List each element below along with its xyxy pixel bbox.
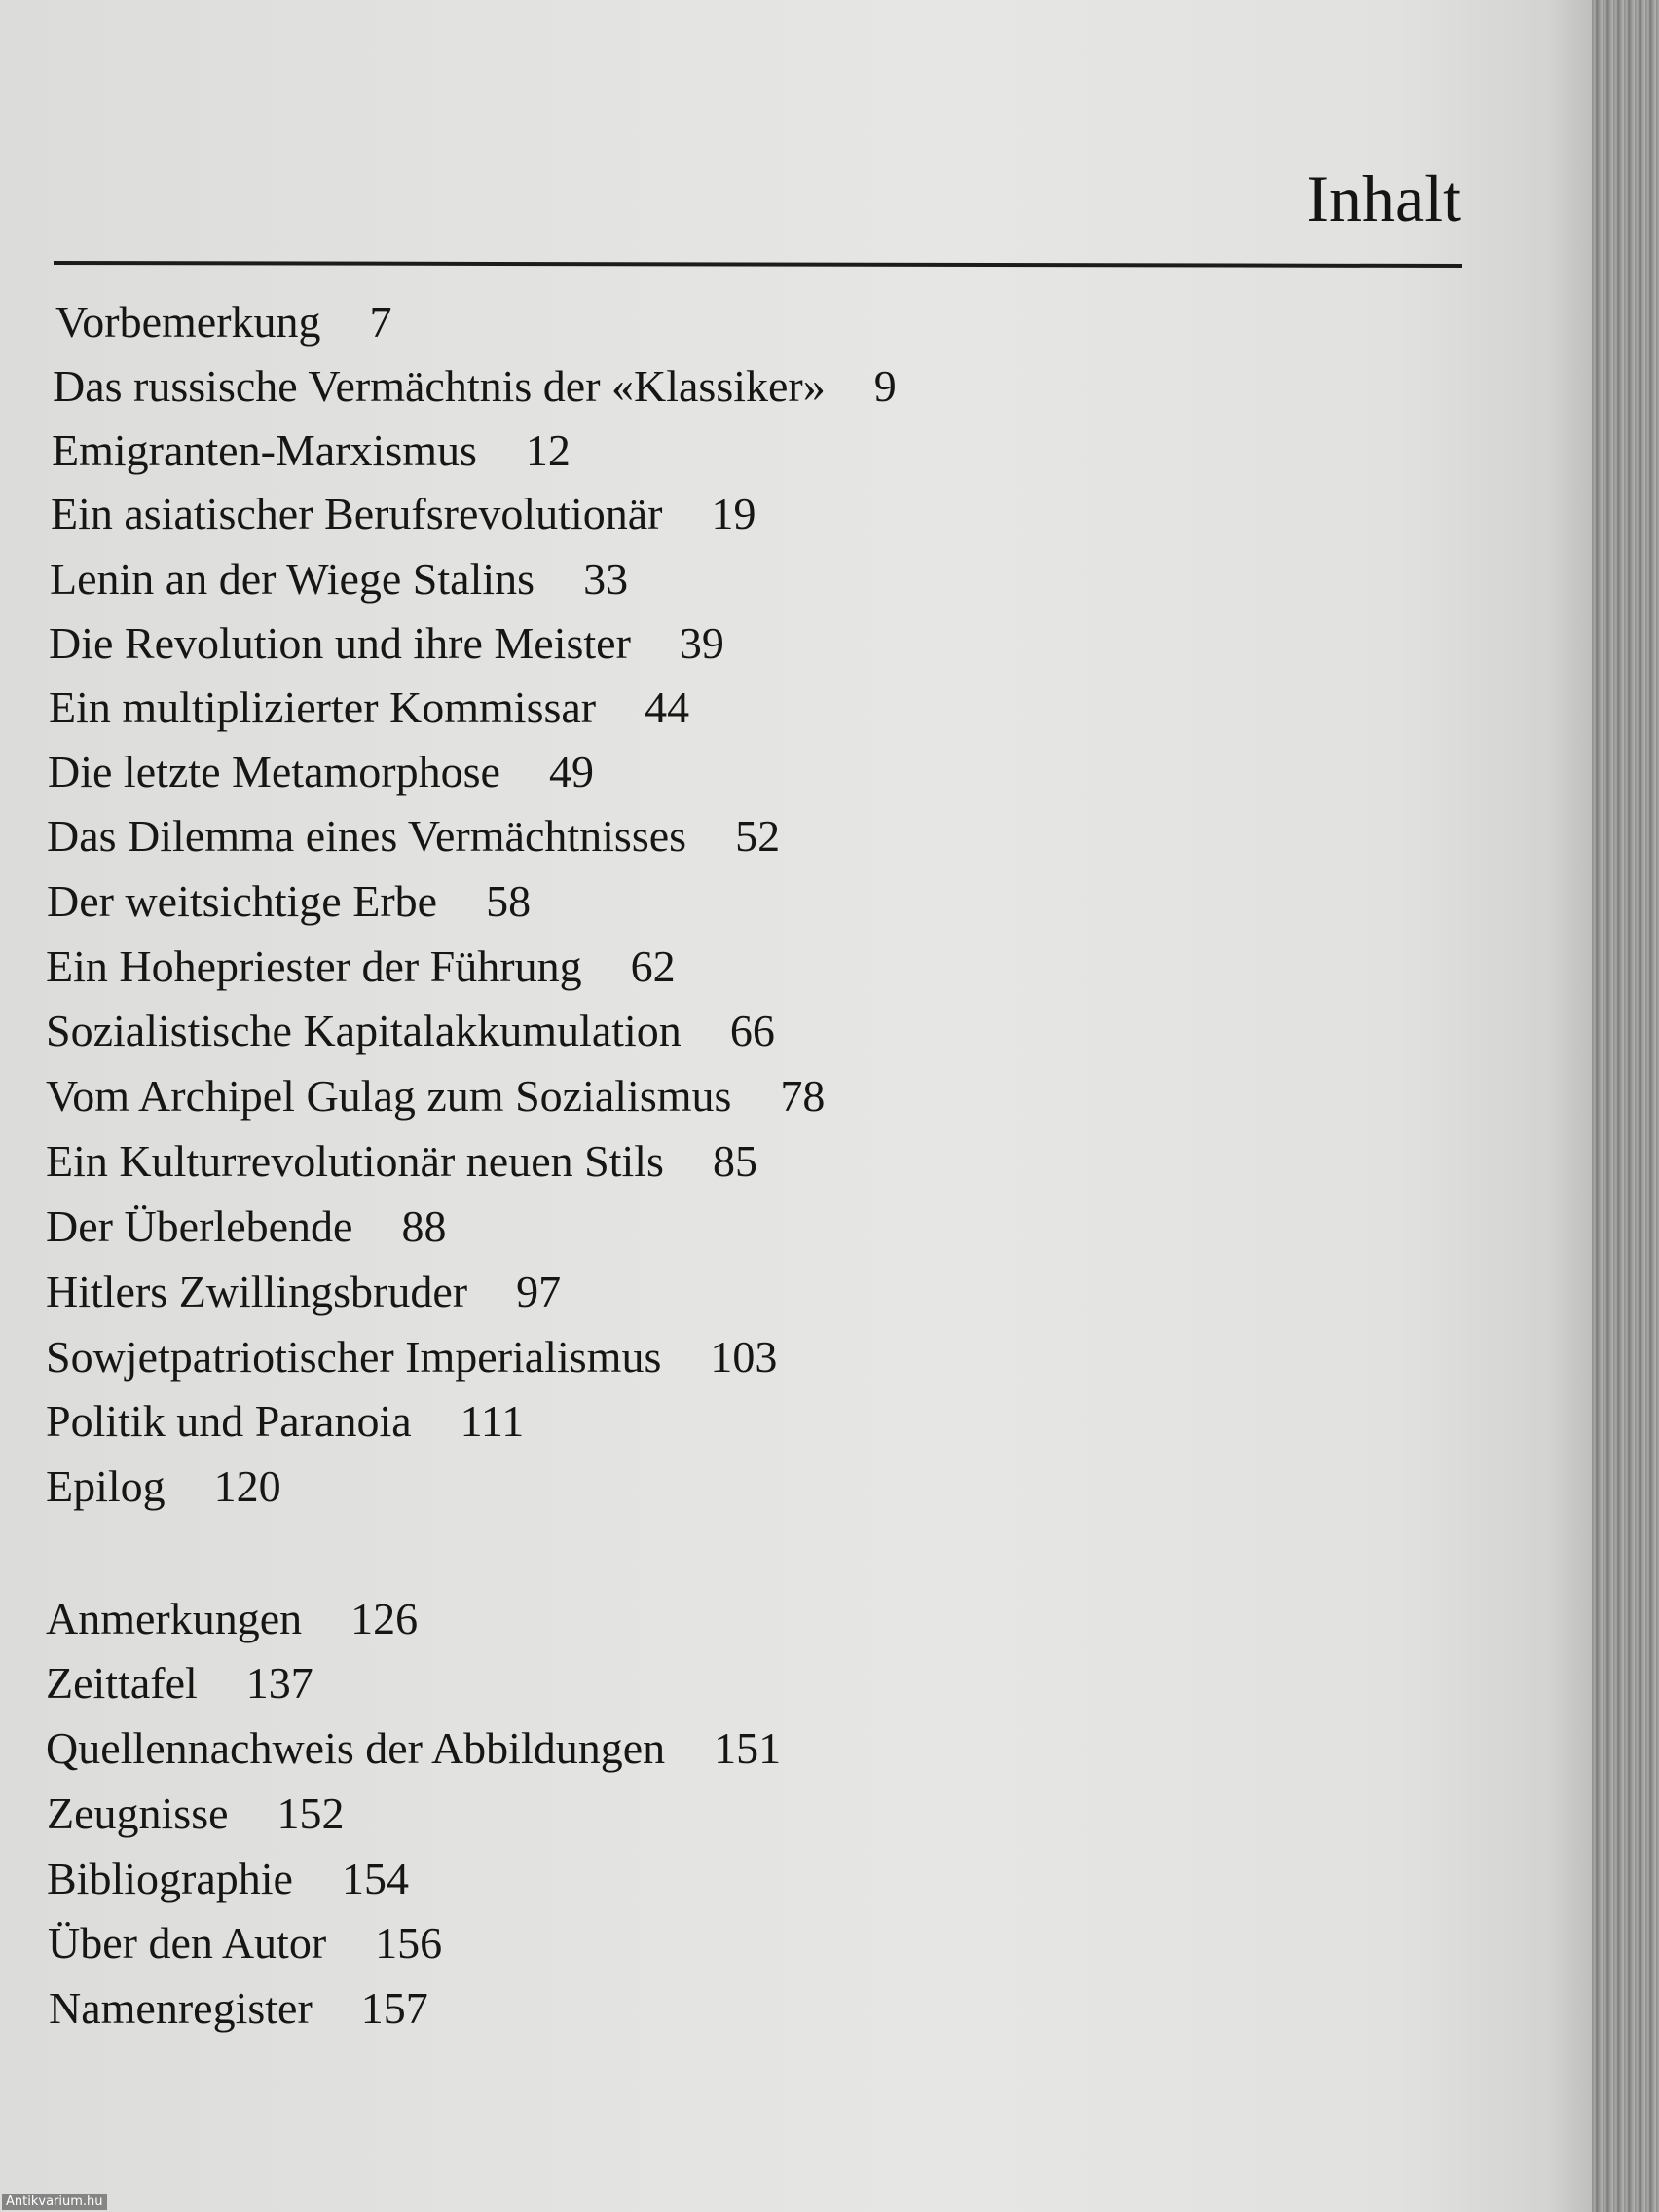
toc-entry — [46, 941, 676, 991]
entry-title: Vorbemerkung — [55, 297, 321, 347]
entry-title: Hitlers Zwillingsbruder — [46, 1267, 468, 1316]
entry-page: 152 — [276, 1788, 345, 1838]
entry-page: 97 — [516, 1267, 562, 1316]
toc-entry — [46, 1071, 826, 1121]
entry-page: 151 — [714, 1723, 782, 1773]
entry-page: 33 — [583, 554, 629, 604]
entry-title: Die letzte Metamorphose — [48, 747, 500, 796]
toc-entry — [48, 1918, 443, 1968]
toc-entry — [47, 876, 532, 926]
entry-page: 156 — [375, 1918, 443, 1968]
entry-title: Über den Autor — [48, 1918, 327, 1968]
toc-entry — [48, 747, 594, 796]
toc-entry — [49, 682, 690, 732]
entry-page: 120 — [213, 1461, 281, 1511]
entry-title: Zeugnisse — [47, 1788, 229, 1838]
entry-page: 103 — [710, 1332, 778, 1382]
entry-title: Ein Hohepriester der Führung — [46, 941, 582, 991]
toc-entry — [46, 1461, 281, 1511]
entry-title: Quellennachweis der Abbildungen — [46, 1723, 666, 1773]
entry-page: 126 — [350, 1594, 419, 1643]
entry-page: 157 — [360, 1983, 428, 2033]
entry-page: 111 — [460, 1396, 525, 1446]
entry-title: Bibliographie — [47, 1854, 293, 1903]
entry-title: Der Überlebende — [46, 1201, 353, 1251]
toc-entry — [49, 1983, 428, 2033]
entry-page: 88 — [401, 1201, 447, 1251]
toc-entry — [55, 297, 392, 347]
entry-title: Ein Kulturrevolutionär neuen Stils — [46, 1136, 664, 1186]
entry-title: Die Revolution und ihre Meister — [49, 618, 631, 668]
entry-page: 137 — [245, 1658, 313, 1708]
entry-page: 85 — [712, 1136, 757, 1186]
toc-entry — [51, 489, 756, 538]
toc-entry — [46, 1594, 419, 1643]
entry-title: Sowjetpatriotischer Imperialismus — [46, 1332, 662, 1382]
entry-page: 12 — [525, 425, 571, 475]
toc-entry — [46, 1267, 562, 1316]
entry-title: Ein asiatischer Berufsrevolutionär — [51, 489, 663, 538]
entry-page: 19 — [711, 489, 756, 538]
toc-entry — [46, 1332, 778, 1382]
entry-title: Vom Archipel Gulag zum Sozialismus — [46, 1071, 732, 1121]
entry-page: 49 — [548, 747, 594, 796]
entry-title: Namenregister — [49, 1983, 313, 2033]
entry-page: 39 — [679, 618, 724, 668]
toc-entry — [53, 361, 897, 411]
entry-page: 52 — [735, 811, 781, 861]
toc-entry — [52, 425, 571, 475]
entry-page: 78 — [780, 1071, 826, 1121]
entry-page: 62 — [630, 941, 676, 991]
entry-title: Politik und Paranoia — [46, 1396, 412, 1446]
toc-entry — [46, 1136, 757, 1186]
toc-entry — [46, 1658, 313, 1708]
entry-title: Anmerkungen — [46, 1594, 303, 1643]
entry-title: Das russische Vermächtnis der «Klassiker» — [53, 361, 826, 411]
entry-title: Ein multiplizierter Kommissar — [49, 682, 597, 732]
entry-title: Emigranten-Marxismus — [52, 425, 477, 475]
entry-page: 9 — [873, 361, 897, 411]
toc-entry — [46, 1396, 525, 1446]
entry-page: 154 — [341, 1854, 409, 1903]
toc-entry — [46, 1201, 447, 1251]
toc-entry — [47, 811, 781, 861]
entry-title: Lenin an der Wiege Stalins — [50, 554, 535, 604]
toc-entry — [47, 1854, 409, 1903]
toc-entry — [50, 554, 629, 604]
entry-title: Sozialistische Kapitalakkumulation — [46, 1006, 682, 1055]
entry-title: Epilog — [46, 1461, 166, 1511]
book-edge — [1592, 0, 1659, 2212]
toc-entry — [47, 1788, 345, 1838]
entry-page: 7 — [369, 297, 392, 347]
toc-entry — [49, 618, 724, 668]
watermark: Antikvarium.hu — [2, 2194, 107, 2210]
toc-entry — [46, 1006, 775, 1055]
entry-page: 66 — [729, 1006, 775, 1055]
entry-title: Der weitsichtige Erbe — [47, 876, 438, 926]
toc-heading: Inhalt — [1307, 162, 1461, 236]
toc-entry — [46, 1723, 782, 1773]
entry-page: 58 — [486, 876, 532, 926]
entry-page: 44 — [645, 682, 690, 732]
entry-title: Das Dilemma eines Vermächtnisses — [47, 811, 687, 861]
entry-title: Zeittafel — [46, 1658, 198, 1708]
